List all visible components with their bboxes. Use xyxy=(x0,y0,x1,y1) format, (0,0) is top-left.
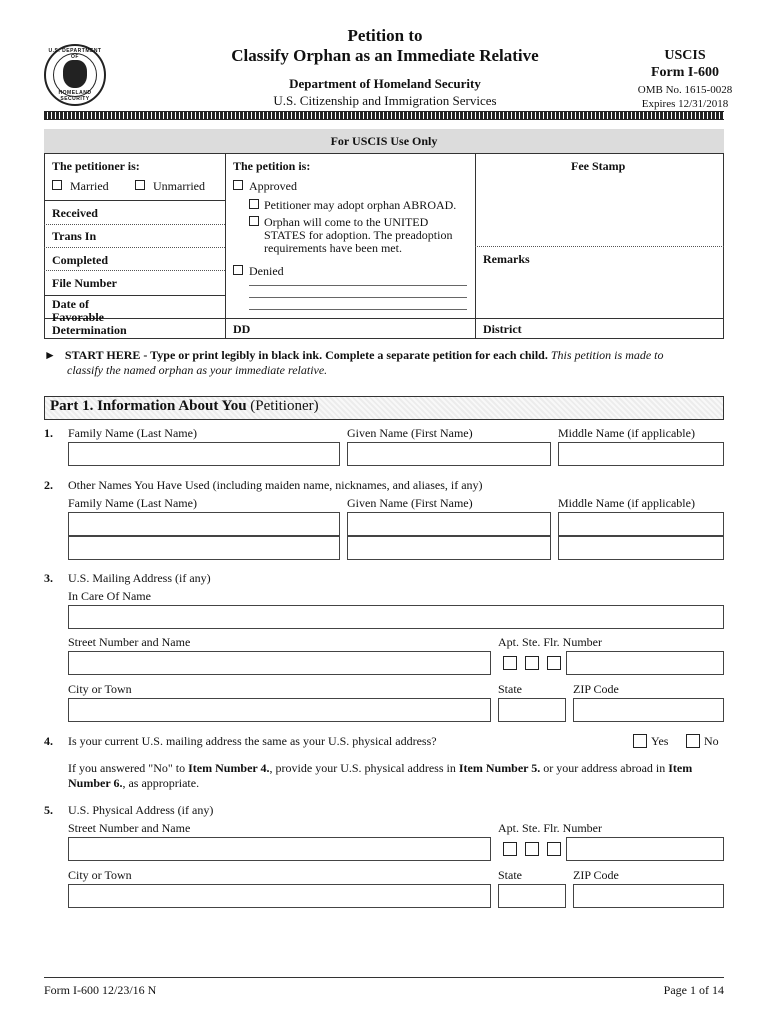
q2-middle-name-input-2[interactable] xyxy=(558,536,724,560)
uscis-label: USCIS xyxy=(664,48,706,63)
completed-label: Completed xyxy=(52,253,108,267)
q2-given-label: Given Name (First Name) xyxy=(347,496,473,510)
adopt-abroad-label: Petitioner may adopt orphan ABROAD. xyxy=(264,198,457,212)
seal-bottom-text: HOMELAND SECURITY xyxy=(58,90,92,102)
q1-given-label: Given Name (First Name) xyxy=(347,426,473,440)
form-title-line1: Petition to xyxy=(347,26,423,45)
received-label: Received xyxy=(52,206,98,220)
unmarried-label: Unmarried xyxy=(153,179,205,193)
q3-street-input[interactable] xyxy=(68,651,491,675)
trans-in-label: Trans In xyxy=(52,229,97,243)
dd-label: DD xyxy=(233,322,251,336)
q5-street-label: Street Number and Name xyxy=(68,821,191,835)
header-divider xyxy=(44,111,724,120)
q3-care-of-label: In Care Of Name xyxy=(68,589,151,603)
agency-name: U.S. Citizenship and Immigration Services xyxy=(273,93,497,108)
omb-number: OMB No. 1615-0028 xyxy=(637,84,733,96)
q3-care-of-input[interactable] xyxy=(68,605,724,629)
q3-zip-input[interactable] xyxy=(573,698,724,722)
q3-text: U.S. Mailing Address (if any) xyxy=(68,571,211,585)
q2-number: 2. xyxy=(44,478,53,492)
q4-note: If you answered "No" to Item Number 4., provide your U.S. physical address in Item Number 5. or your address abroad in Item Number 6., as appropriate. xyxy=(68,761,693,790)
form-title-line2: Classify Orphan as an Immediate Relative xyxy=(231,46,539,65)
q2-given-name-input-1[interactable] xyxy=(347,512,551,536)
denied-reason-line xyxy=(249,309,467,310)
q4-yes-checkbox[interactable] xyxy=(633,734,647,748)
q1-given-name-input[interactable] xyxy=(347,442,551,466)
q5-state-select[interactable] xyxy=(498,884,566,908)
q3-city-label: City or Town xyxy=(68,682,132,696)
part1-title: Part 1. Information About You (Petitioner) xyxy=(50,398,319,414)
q3-apt-label: Apt. Ste. Flr. Number xyxy=(498,635,602,649)
fee-stamp-label: Fee Stamp xyxy=(571,159,626,173)
denied-option xyxy=(233,264,284,279)
date-favorable-label: Date of Favorable Determination xyxy=(52,297,127,337)
q2-middle-label: Middle Name (if applicable) xyxy=(558,496,695,510)
q2-family-label: Family Name (Last Name) xyxy=(68,496,197,510)
q5-apt-label: Apt. Ste. Flr. Number xyxy=(498,821,602,835)
q2-family-name-input-1[interactable] xyxy=(68,512,340,536)
q1-family-name-input[interactable] xyxy=(68,442,340,466)
denied-reason-line xyxy=(249,297,467,298)
q3-zip-label: ZIP Code xyxy=(573,682,619,696)
q3-ste-checkbox[interactable] xyxy=(525,656,539,670)
q5-text: U.S. Physical Address (if any) xyxy=(68,803,214,817)
arrow-icon: ► xyxy=(44,348,56,362)
q4-no-checkbox[interactable] xyxy=(686,734,700,748)
q5-flr-checkbox[interactable] xyxy=(547,842,561,856)
q3-number: 3. xyxy=(44,571,53,585)
q1-middle-name-input[interactable] xyxy=(558,442,724,466)
q3-apt-checkbox[interactable] xyxy=(503,656,517,670)
q1-middle-label: Middle Name (if applicable) xyxy=(558,426,695,440)
uscis-use-only-heading: For USCIS Use Only xyxy=(44,129,724,154)
come-to-us-checkbox[interactable] xyxy=(249,216,259,226)
q5-city-label: City or Town xyxy=(68,868,132,882)
q2-middle-name-input-1[interactable] xyxy=(558,512,724,536)
married-label: Married xyxy=(70,179,109,193)
file-number-label: File Number xyxy=(52,276,117,290)
q3-street-label: Street Number and Name xyxy=(68,635,191,649)
approved-label: Approved xyxy=(249,179,297,193)
unmarried-option xyxy=(135,179,205,194)
footer-divider xyxy=(44,977,724,978)
married-option xyxy=(52,179,109,194)
q3-state-select[interactable] xyxy=(498,698,566,722)
denied-label: Denied xyxy=(249,264,284,278)
married-checkbox[interactable] xyxy=(52,180,62,190)
q5-city-input[interactable] xyxy=(68,884,491,908)
q5-apt-checkbox[interactable] xyxy=(503,842,517,856)
q3-state-label: State xyxy=(498,682,522,696)
form-number: Form I-600 xyxy=(650,65,720,80)
unmarried-checkbox[interactable] xyxy=(135,180,145,190)
q2-given-name-input-2[interactable] xyxy=(347,536,551,560)
q4-text: Is your current U.S. mailing address the same as your U.S. physical address? xyxy=(68,734,437,748)
q2-text: Other Names You Have Used (including maiden name, nicknames, and aliases, if any) xyxy=(68,478,483,492)
q5-state-label: State xyxy=(498,868,522,882)
q5-zip-label: ZIP Code xyxy=(573,868,619,882)
seal-top-text: U.S. DEPARTMENT OF xyxy=(48,48,102,60)
start-here-italic: This petition is made to xyxy=(550,348,664,362)
remarks-label: Remarks xyxy=(483,252,530,266)
district-label: District xyxy=(483,322,522,336)
adopt-abroad-checkbox[interactable] xyxy=(249,199,259,209)
footer-form-id: Form I-600 12/23/16 N xyxy=(44,983,157,997)
q2-family-name-input-2[interactable] xyxy=(68,536,340,560)
q5-unit-number-input[interactable] xyxy=(566,837,724,861)
adopt-abroad-option xyxy=(249,198,456,213)
q5-number: 5. xyxy=(44,803,53,817)
come-to-us-option: Orphan will come to the UNITED STATES for adoption. The preadoption requirements have been met. xyxy=(249,216,452,255)
q3-unit-number-input[interactable] xyxy=(566,651,724,675)
q5-street-input[interactable] xyxy=(68,837,491,861)
petitioner-is-label: The petitioner is: xyxy=(52,159,140,173)
q5-zip-input[interactable] xyxy=(573,884,724,908)
denied-reason-line xyxy=(249,285,467,286)
q1-family-label: Family Name (Last Name) xyxy=(68,426,197,440)
approved-option xyxy=(233,179,297,194)
footer-page-number: Page 1 of 14 xyxy=(663,983,724,997)
q4-no-label: No xyxy=(704,734,719,748)
petition-is-label: The petition is: xyxy=(233,159,311,173)
denied-checkbox[interactable] xyxy=(233,265,243,275)
q4-number: 4. xyxy=(44,734,53,748)
department-name: Department of Homeland Security xyxy=(289,76,481,91)
q1-number: 1. xyxy=(44,426,53,440)
approved-checkbox[interactable] xyxy=(233,180,243,190)
q5-ste-checkbox[interactable] xyxy=(525,842,539,856)
expiration-date: Expires 12/31/2018 xyxy=(641,98,729,110)
start-here-text: START HERE - Type or print legibly in black ink. Complete a separate petition for each child. xyxy=(64,348,548,362)
start-here-instructions: ► START HERE - Type or print legibly in black ink. Complete a separate petition for each child. This petition is made to classify the named orphan as your immediate relative. xyxy=(44,348,664,377)
q3-city-input[interactable] xyxy=(68,698,491,722)
q4-yes-label: Yes xyxy=(651,734,669,748)
q3-flr-checkbox[interactable] xyxy=(547,656,561,670)
